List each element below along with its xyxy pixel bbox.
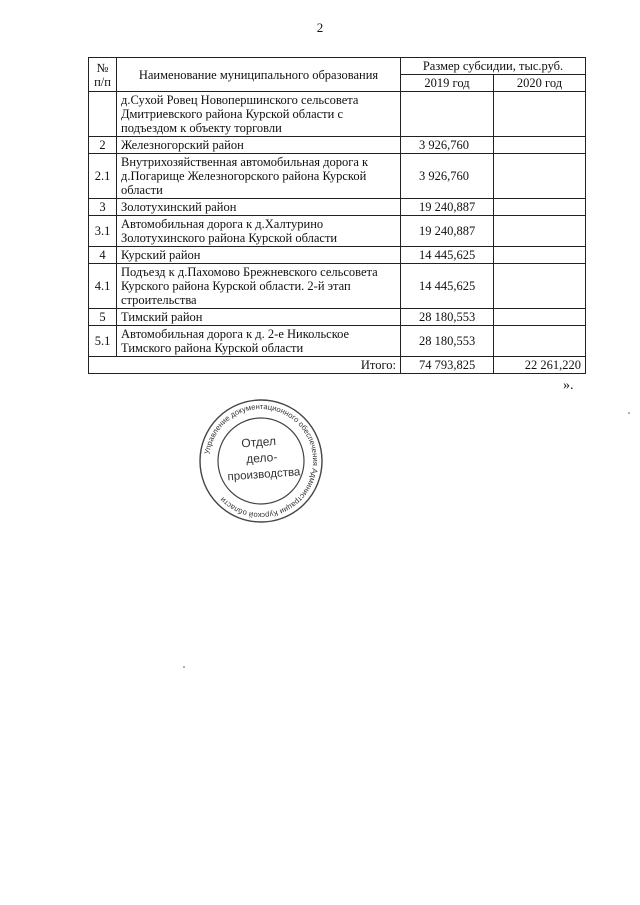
- stamp-text-line1: Отдел: [240, 433, 277, 451]
- row-name: Тимский район: [117, 309, 401, 326]
- row-num: 2: [89, 137, 117, 154]
- row-name: Железногорский район: [117, 137, 401, 154]
- subsidy-table: [88, 57, 586, 374]
- table-row: [89, 216, 586, 247]
- table-row: [89, 309, 586, 326]
- header-year-2020: 2020 год: [494, 75, 586, 92]
- stamp-text-line3: производства: [227, 466, 301, 484]
- header-name: Наименование муниципального образования: [117, 58, 401, 92]
- row-2020: [494, 216, 586, 247]
- row-2020: [494, 264, 586, 309]
- row-2020: [494, 309, 586, 326]
- row-2019: 14 445,625: [401, 264, 494, 309]
- office-stamp: [196, 396, 326, 526]
- row-name: д.Сухой Ровец Новопершинского сельсовета Дмитриевского района Курской области с подъездом к объекту торговли: [117, 92, 401, 137]
- table-row: [89, 92, 586, 137]
- row-2020: [494, 247, 586, 264]
- row-name: Внутрихозяйственная автомобильная дорога к д.Погарище Железногорского района Курской области: [117, 154, 401, 199]
- table-row: [89, 199, 586, 216]
- row-name: Золотухинский район: [117, 199, 401, 216]
- header-year-2019: 2019 год: [401, 75, 494, 92]
- row-2019: 3 926,760: [401, 154, 494, 199]
- row-num: 3: [89, 199, 117, 216]
- stamp-ring-text: Управление документационного обеспечения Администрации Курской области: [202, 401, 321, 521]
- row-2020: [494, 92, 586, 137]
- row-2019: 28 180,553: [401, 326, 494, 357]
- row-name: Автомобильная дорога к д. 2-е Никольское Тимского района Курской области: [117, 326, 401, 357]
- row-2019: 3 926,760: [401, 137, 494, 154]
- total-2019: 74 793,825: [401, 357, 494, 374]
- row-2020: [494, 199, 586, 216]
- table-row: [89, 137, 586, 154]
- row-2020: [494, 137, 586, 154]
- row-2020: [494, 154, 586, 199]
- table-row: [89, 326, 586, 357]
- row-name: Курский район: [117, 247, 401, 264]
- row-2019: [401, 92, 494, 137]
- row-2019: 28 180,553: [401, 309, 494, 326]
- total-2020: 22 261,220: [494, 357, 586, 374]
- row-name: Автомобильная дорога к д.Халтурино Золотухинского района Курской области: [117, 216, 401, 247]
- row-num: 3.1: [89, 216, 117, 247]
- row-2019: 19 240,887: [401, 199, 494, 216]
- row-num: [89, 92, 117, 137]
- row-name: Подъезд к д.Пахомово Брежневского сельсовета Курского района Курской области. 2-й этап строительства: [117, 264, 401, 309]
- row-2020: [494, 326, 586, 357]
- table-header-row: [89, 58, 586, 75]
- row-num: 5: [89, 309, 117, 326]
- closing-quote: ».: [563, 378, 574, 393]
- table-row: [89, 247, 586, 264]
- row-2019: 19 240,887: [401, 216, 494, 247]
- row-num: 4.1: [89, 264, 117, 309]
- total-label: Итого:: [89, 357, 401, 374]
- table-row: [89, 154, 586, 199]
- scan-speck: [628, 412, 630, 414]
- table-body: [89, 92, 586, 357]
- table-row: [89, 264, 586, 309]
- scan-speck: [183, 666, 185, 668]
- row-num: 4: [89, 247, 117, 264]
- header-size: Размер субсидии, тыс.руб.: [401, 58, 586, 75]
- stamp-text-line2: дело-: [245, 449, 278, 467]
- row-num: 2.1: [89, 154, 117, 199]
- header-num: № п/п: [89, 58, 117, 92]
- row-num: 5.1: [89, 326, 117, 357]
- page-number: 2: [316, 20, 324, 35]
- total-row: [89, 357, 586, 374]
- row-2019: 14 445,625: [401, 247, 494, 264]
